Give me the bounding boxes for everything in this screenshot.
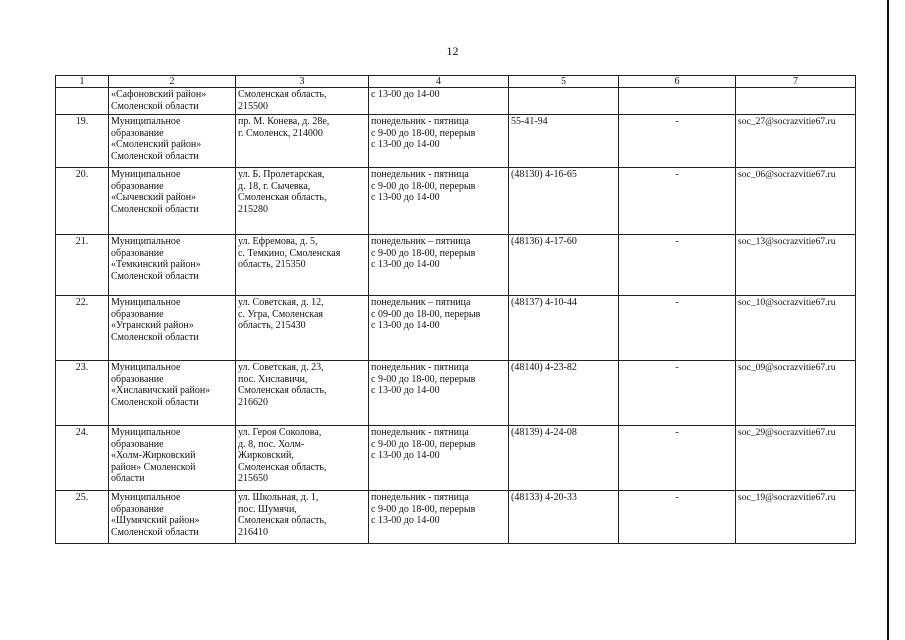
column-6-value: - [619,426,736,491]
address: ул. Героя Соколова, д. 8, пос. Холм- Жирковский, Смоленская область, 215650 [236,426,369,491]
table-row [56,88,856,115]
working-hours: понедельник - пятница с 9-00 до 18-00, перерыв с 13-00 до 14-00 [369,168,509,235]
row-number: 25. [56,491,109,544]
page-number: 12 [446,44,459,58]
municipality-name: Муниципальное образование «Смоленский район» Смоленской области [109,115,236,168]
phone: (48136) 4-17-60 [509,235,619,296]
table-row [56,296,856,361]
email: soc_27@socrazvitie67.ru [736,115,856,168]
email [736,88,856,115]
row-number: 24. [56,426,109,491]
table-row [56,168,856,235]
column-header: 6 [619,76,736,88]
row-number: 23. [56,361,109,426]
working-hours: с 13-00 до 14-00 [369,88,509,115]
municipality-name: Муниципальное образование «Темкинский район» Смоленской области [109,235,236,296]
column-6-value: - [619,168,736,235]
address: ул. Б. Пролетарская, д. 18, г. Сычевка, Смоленская область, 215280 [236,168,369,235]
table-row [56,491,856,544]
column-header: 7 [736,76,856,88]
table-row [56,361,856,426]
email: soc_13@socrazvitie67.ru [736,235,856,296]
row-number: 22. [56,296,109,361]
row-number [56,88,109,115]
row-number: 21. [56,235,109,296]
column-6-value [619,88,736,115]
municipality-name: Муниципальное образование «Холм-Жирковский район» Смоленской области [109,426,236,491]
phone [509,88,619,115]
phone: (48137) 4-10-44 [509,296,619,361]
phone: (48140) 4-23-82 [509,361,619,426]
email: soc_19@socrazvitie67.ru [736,491,856,544]
column-header: 4 [369,76,509,88]
table-row [56,235,856,296]
institutions-table [55,75,856,544]
phone: (48130) 4-16-65 [509,168,619,235]
address: пр. М. Конева, д. 28е, г. Смоленск, 214000 [236,115,369,168]
address: ул. Советская, д. 12, с. Угра, Смоленская область, 215430 [236,296,369,361]
column-6-value: - [619,491,736,544]
page-edge-line [887,0,889,640]
table-row [56,426,856,491]
working-hours: понедельник - пятница с 9-00 до 18-00, перерыв с 13-00 до 14-00 [369,361,509,426]
header-row [56,76,856,88]
working-hours: понедельник - пятница с 9-00 до 18-00, перерыв с 13-00 до 14-00 [369,115,509,168]
address: Смоленская область, 215500 [236,88,369,115]
email: soc_09@socrazvitie67.ru [736,361,856,426]
municipality-name: Муниципальное образование «Угранский район» Смоленской области [109,296,236,361]
column-header: 3 [236,76,369,88]
municipality-name: Муниципальное образование «Сычевский район» Смоленской области [109,168,236,235]
working-hours: понедельник - пятница с 9-00 до 18-00, перерыв с 13-00 до 14-00 [369,426,509,491]
row-number: 20. [56,168,109,235]
column-header: 1 [56,76,109,88]
phone: (48139) 4-24-08 [509,426,619,491]
address: ул. Школьная, д. 1, пос. Шумячи, Смоленская область, 216410 [236,491,369,544]
working-hours: понедельник – пятница с 09-00 до 18-00, перерыв с 13-00 до 14-00 [369,296,509,361]
table-row [56,115,856,168]
email: soc_10@socrazvitie67.ru [736,296,856,361]
email: soc_29@socrazvitie67.ru [736,426,856,491]
column-header: 2 [109,76,236,88]
address: ул. Ефремова, д. 5, с. Темкино, Смоленская область, 215350 [236,235,369,296]
municipality-name: Муниципальное образование «Шумячский район» Смоленской области [109,491,236,544]
working-hours: понедельник - пятница с 9-00 до 18-00, перерыв с 13-00 до 14-00 [369,491,509,544]
column-6-value: - [619,361,736,426]
municipality-name: Муниципальное образование «Хиславичский район» Смоленской области [109,361,236,426]
municipality-name: «Сафоновский район» Смоленской области [109,88,236,115]
email: soc_06@socrazvitie67.ru [736,168,856,235]
column-6-value: - [619,235,736,296]
phone: (48133) 4-20-33 [509,491,619,544]
column-6-value: - [619,115,736,168]
row-number: 19. [56,115,109,168]
column-header: 5 [509,76,619,88]
working-hours: понедельник – пятница с 9-00 до 18-00, перерыв с 13-00 до 14-00 [369,235,509,296]
address: ул. Советская, д. 23, пос. Хиславичи, Смоленская область, 216620 [236,361,369,426]
column-6-value: - [619,296,736,361]
phone: 55-41-94 [509,115,619,168]
